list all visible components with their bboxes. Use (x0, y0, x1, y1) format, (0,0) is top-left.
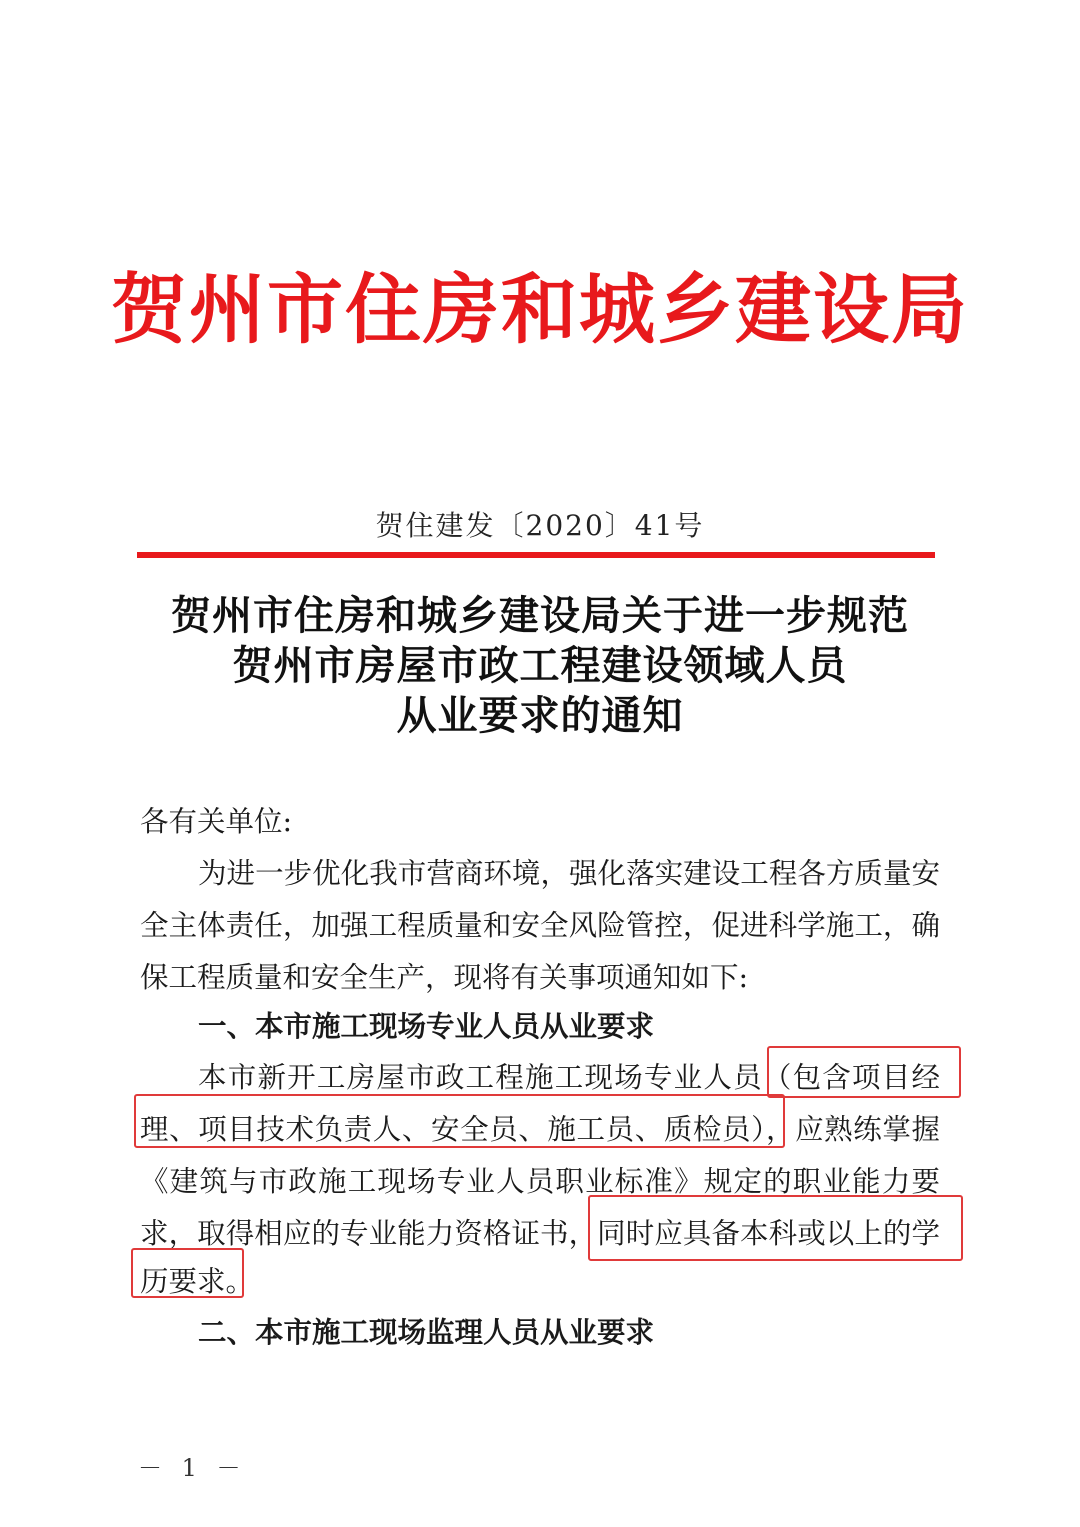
section-1-line-4: 求，取得相应的专业能力资格证书，同时应具备本科或以上的学 (140, 1217, 940, 1250)
highlight-box-positions-start (767, 1046, 961, 1098)
notice-title-line-1: 贺州市住房和城乡建设局关于进一步规范 (171, 593, 909, 639)
highlight-box-degree-requirement-end (131, 1248, 244, 1298)
section-1-line-5: 历要求。 (140, 1265, 255, 1298)
red-separator-line (137, 552, 935, 558)
intro-line-2: 全主体责任，加强工程质量和安全风险管控，促进科学施工，确 (140, 909, 940, 942)
section-2-heading: 二、本市施工现场监理人员从业要求 (198, 1316, 655, 1349)
salutation: 各有关单位: (140, 805, 293, 838)
issuing-authority-masthead: 贺州市住房和城乡建设局 (111, 265, 969, 354)
intro-line-3: 保工程质量和安全生产，现将有关事项通知如下: (140, 961, 749, 994)
notice-title-line-3: 从业要求的通知 (396, 693, 684, 739)
page-number: － 1 － (138, 1454, 247, 1482)
section-1-line-1: 本市新开工房屋市政工程施工现场专业人员（包含项目经 (198, 1061, 940, 1094)
intro-line-1: 为进一步优化我市营商环境，强化落实建设工程各方质量安 (198, 857, 940, 890)
section-1-line-2: 理、项目技术负责人、安全员、施工员、质检员），应熟练掌握 (140, 1113, 940, 1146)
notice-title-line-2: 贺州市房屋市政工程建设领域人员 (232, 643, 848, 689)
highlight-box-positions-end (134, 1094, 785, 1148)
section-1-heading: 一、本市施工现场专业人员从业要求 (198, 1010, 655, 1043)
highlight-box-degree-requirement (588, 1195, 963, 1261)
section-1-line-3: 《建筑与市政施工现场专业人员职业标准》规定的职业能力要 (140, 1165, 940, 1198)
document-number: 贺住建发〔2020〕41号 (375, 509, 705, 542)
